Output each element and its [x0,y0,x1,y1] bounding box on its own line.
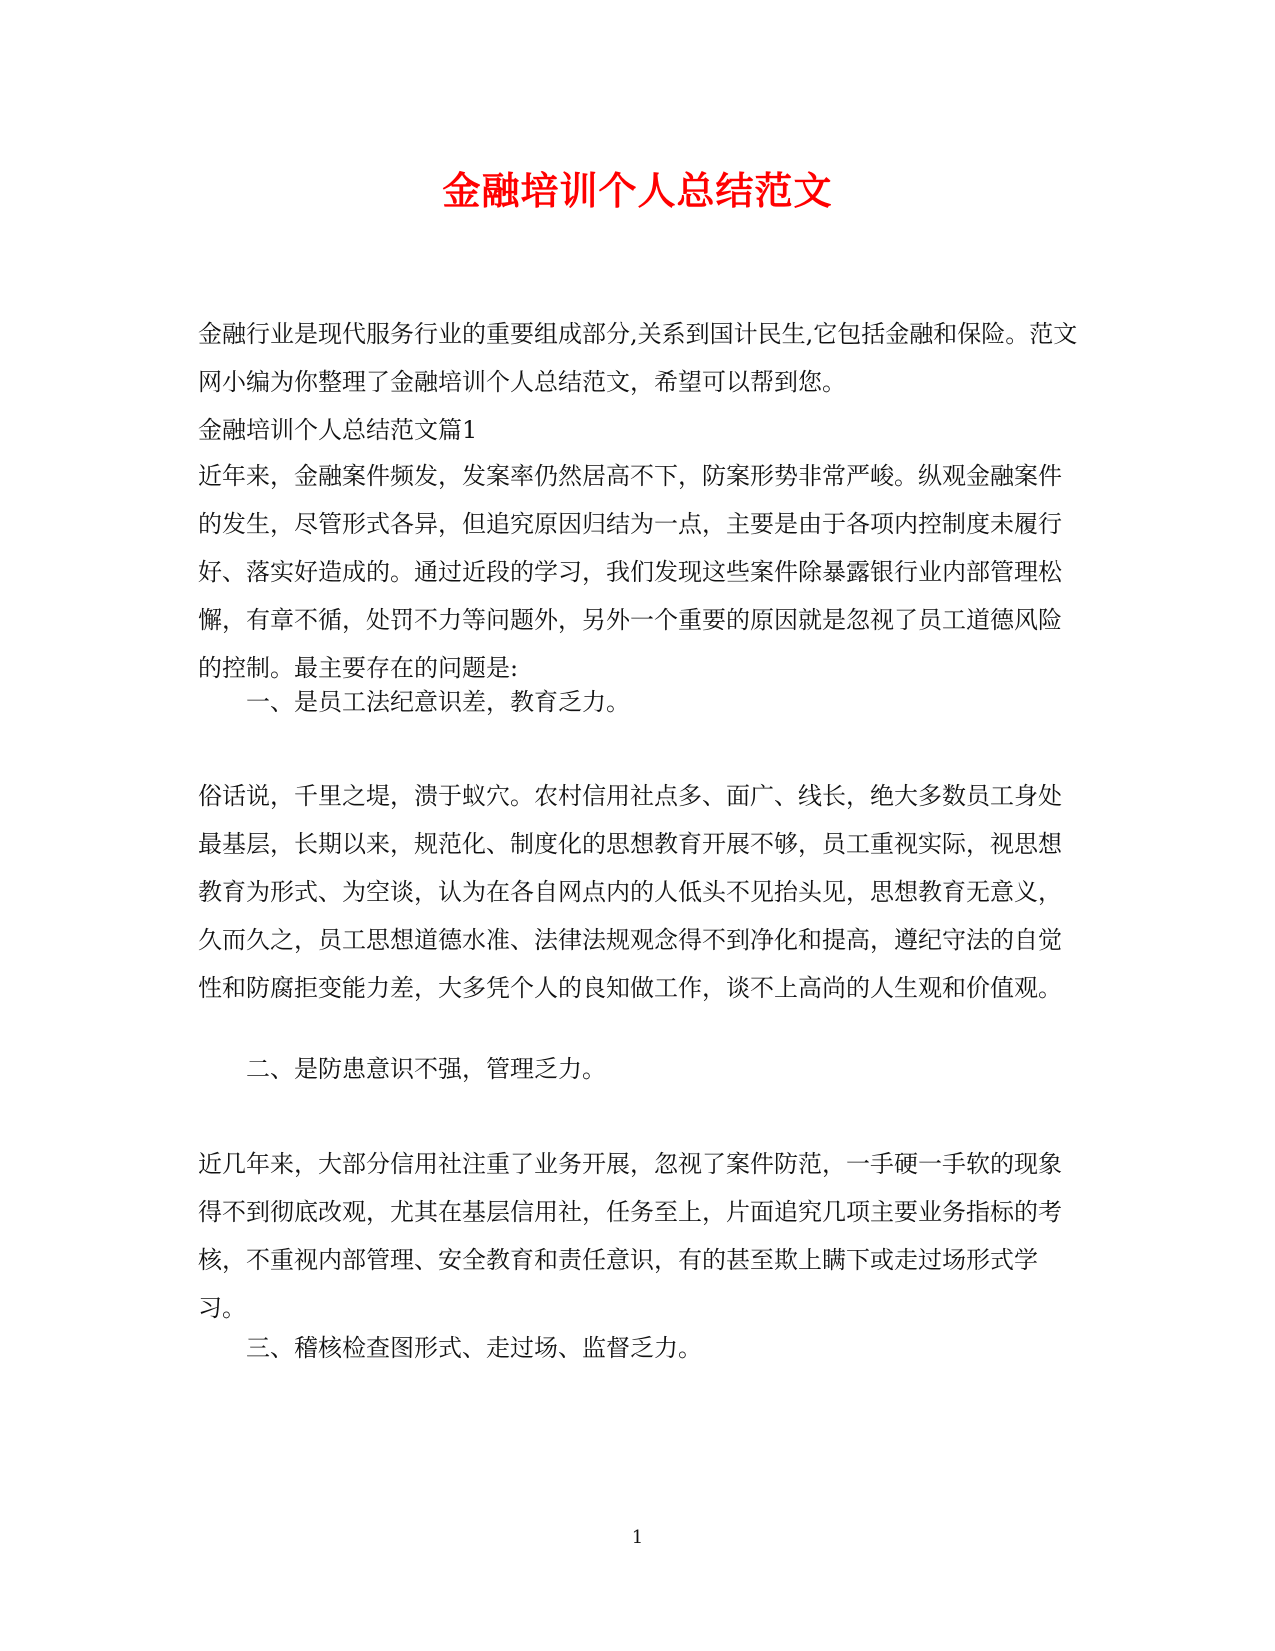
page-number: 1 [631,1527,644,1548]
body-paragraph-1: 近年来，金融案件频发，发案率仍然居高不下，防案形势非常严峻。纵观金融案件的发生，尽管形式各异，但追究原因归结为一点，主要是由于各项内控制度未履行好、落实好造成的。通过近段的学习，我们发现这些案件除暴露银行业内部管理松懈，有章不循，处罚不力等问题外，另外一个重要的原因就是忽视了员工道德风险的控制。最主要存在的问题是: [198,462,1062,682]
point-1-heading: 一、是员工法纪意识差，教育乏力。 [246,688,630,716]
point-3-heading: 三、稽核检查图形式、走过场、监督乏力。 [246,1334,702,1362]
section-title: 金融培训个人总结范文篇1 [198,416,478,444]
point-2-heading: 二、是防患意识不强，管理乏力。 [246,1055,606,1083]
intro-paragraph: 金融行业是现代服务行业的重要组成部分,关系到国计民生,它包括金融和保险。范文网小编为你整理了金融培训个人总结范文，希望可以帮到您。 [198,320,1078,396]
body-paragraph-3: 近几年来，大部分信用社注重了业务开展，忽视了案件防范，一手硬一手软的现象得不到彻底改观，尤其在基层信用社，任务至上，片面追究几项主要业务指标的考核，不重视内部管理、安全教育和责任意识，有的甚至欺上瞒下或走过场形式学习。 [198,1150,1062,1322]
document-title: 金融培训个人总结范文 [442,168,833,213]
body-paragraph-2: 俗话说，千里之堤，溃于蚁穴。农村信用社点多、面广、线长，绝大多数员工身处最基层，长期以来，规范化、制度化的思想教育开展不够，员工重视实际，视思想教育为形式、为空谈，认为在各自网点内的人低头不见抬头见，思想教育无意义，久而久之，员工思想道德水准、法律法规观念得不到净化和提高，遵纪守法的自觉性和防腐拒变能力差，大多凭个人的良知做工作，谈不上高尚的人生观和价值观。 [198,782,1062,1002]
